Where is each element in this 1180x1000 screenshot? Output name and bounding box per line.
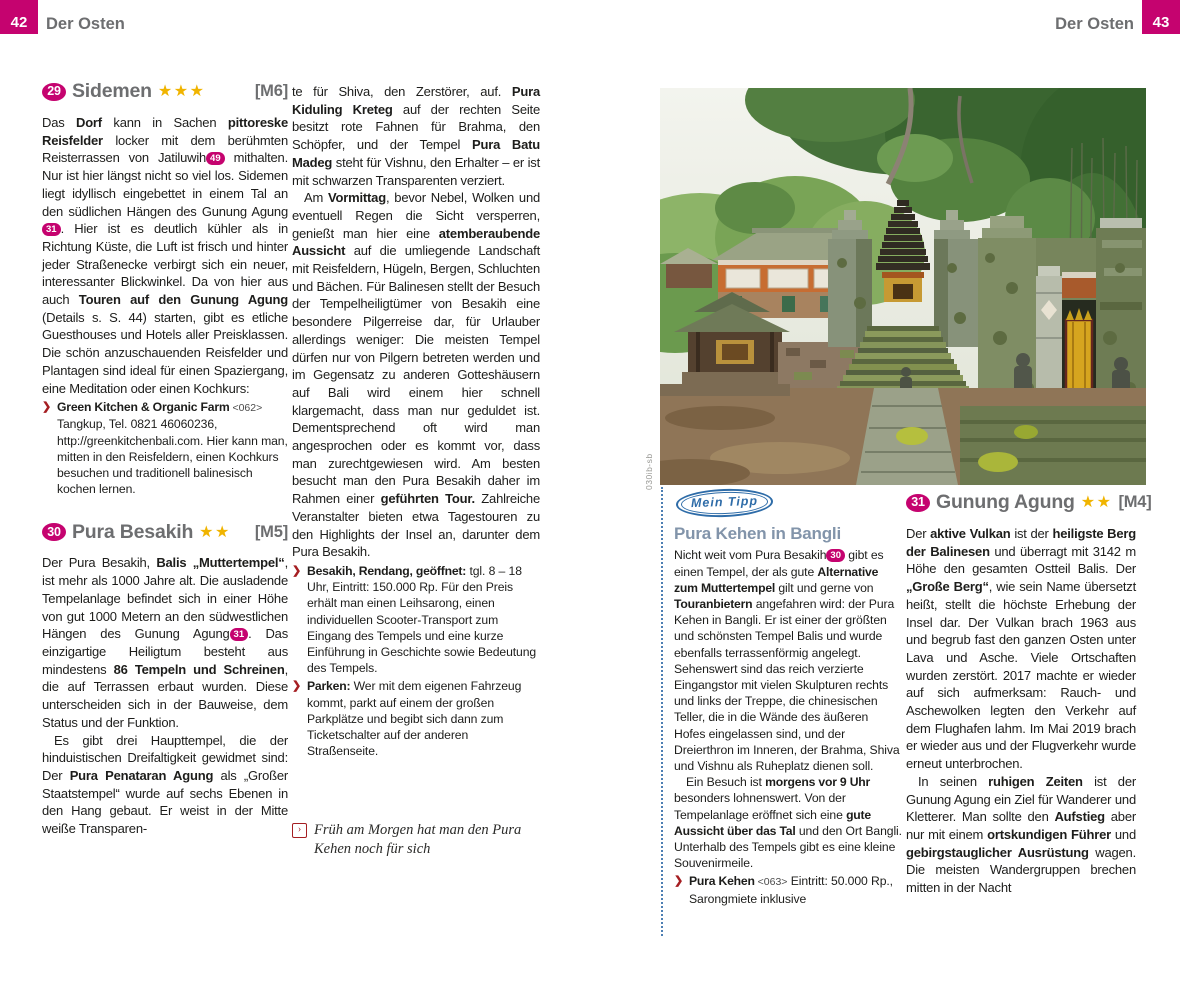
section-number-badge: 29 bbox=[42, 83, 66, 101]
section-ref-badge: 49 bbox=[206, 152, 225, 165]
paragraph: Es gibt drei Haupttempel, die der hinduistischen Dreifaltigkeit gewidmet sind: Der Pura Penataran Agung als „Großer Staatstempel“ wurde auf sechs Ebenen in den Hang gebaut. Er weist in der Mitte weiße Transparen- bbox=[42, 732, 288, 837]
info-bullet: ❯ Pura Kehen <063> Eintritt: 50.000 Rp., Sarongmiete inklusive bbox=[674, 874, 893, 906]
section-ref-badge: 31 bbox=[42, 223, 61, 236]
page-number-box-right bbox=[1142, 0, 1180, 34]
map-reference: [M5] bbox=[254, 522, 288, 541]
paragraph: In seinen ruhigen Zeiten ist der Gunung Agung ein Ziel für Wanderer und Kletterer. Man sollte den Aufstieg aber nur mit einem ortskundigen Führer und gebirgstauglicher Ausrüstung wagen. Die meisten Wandergruppen brechen mitten in der Nacht bbox=[906, 773, 1137, 896]
mein-tipp-badge bbox=[676, 487, 774, 518]
info-bullet: ❯ Besakih, Rendang, geöffnet: tgl. 8 – 18 Uhr, Eintritt: 150.000 Rp. Für den Preis erhält man einen Leihsarong, einen individuellen Scooter-Transport zum Eingang des Tempels und eine kurze Einführung in Geschichte sowie Bedeutung des Tempels. bbox=[292, 563, 537, 676]
page-number-right: 43 bbox=[1152, 14, 1170, 31]
rating-stars: ★★ bbox=[1080, 494, 1113, 512]
caption-text: Früh am Morgen hat man den Pura Kehen noch für sich bbox=[314, 822, 522, 858]
running-header-left: Der Osten bbox=[46, 15, 125, 33]
tip-box bbox=[674, 487, 902, 987]
paragraph: Das Dorf kann in Sachen pittoreske Reisfelder locker mit dem berühmten Reisterrassen von Jatiluwih 49 mithalten. Nur ist hier längst nicht so viel los. Sidemen liegt idyllisch eingebettet in einem Tal an den südlichen Hängen des Gunung Agung31 . Hier ist es deutlich kühler als in Richtung Küste, die Luft ist frisch und hinter jeder Straßenecke verbirgt sich ein neuer, interessanter Blickwinkel. Da von hier aus auch Touren auf den Gunung Agung (Details s. S. 44) starten, gibt es etliche Guesthouses und Hotels aller Preisklassen. Die schön anzuschauenden Reisfelder und Plantagen sind ideal für einen Spaziergang, eine Meditation oder einen Kochkurs: bbox=[42, 115, 288, 396]
bullet-arrow-icon: ❯ bbox=[292, 680, 302, 693]
paragraph: Nicht weit vom Pura Besakih 30 gibt es einen Tempel, der als gute Alternative zum Muttertempel gilt und gerne von Touranbietern angefahren wird: der Pura Kehen in Bangli. Er ist einer der größten und schönsten Tempel Balis und wurde ebenfalls terrassenförmig angelegt. Sehenswert sind das reich verzierte Eingangstor mit vielen Skulpturen rechts und links der Treppe, die chinesischen Teller, die in die Wände des äußeren Hofes eingelassen sind, und der Dreierthron im Inneren, der Brahma, Shiva und Vishnu als Ruheplatz dienen soll. bbox=[674, 548, 900, 774]
info-bullet: ❯ Green Kitchen & Organic Farm <062> Tangkup, Tel. 0821 46060236, http://greenkitchenbali.com. Hier kann man, mitten in den Reisfeldern, einen Kochkurs besuchen und traditionell balinesisch kochen lernen. bbox=[42, 400, 288, 497]
photo-caption bbox=[292, 821, 540, 859]
paragraph: Ein Besuch ist morgens vor 9 Uhr besonders lohnenswert. Von der Tempelanlage eröffnet sich eine gute Aussicht über das Tal und den Ort Bangli. Unterhalb des Tempels gibt es eine kleine Souvenirmeile. bbox=[674, 775, 902, 871]
rating-stars: ★★ bbox=[199, 523, 231, 541]
map-reference: [M4] bbox=[1118, 493, 1152, 512]
rating-stars: ★★★ bbox=[157, 83, 206, 101]
page-number-left: 42 bbox=[10, 14, 28, 31]
section-number-badge: 30 bbox=[42, 523, 66, 541]
temple-photo bbox=[660, 88, 1146, 485]
mein-tipp-label: Mein Tipp bbox=[681, 490, 769, 515]
section-title: Pura Besakih bbox=[72, 520, 194, 543]
section-title: Sidemen bbox=[72, 80, 152, 103]
photo-credit: 030ib-sb bbox=[644, 453, 654, 490]
map-reference: [M6] bbox=[254, 82, 288, 101]
caption-arrow-icon: › bbox=[292, 823, 307, 838]
section-heading bbox=[906, 491, 1152, 514]
tip-heading: Pura Kehen in Bangli bbox=[674, 523, 841, 543]
tip-body bbox=[674, 547, 902, 906]
paragraph: Der Pura Besakih, Balis „Muttertempel“, ist mehr als 1000 Jahre alt. Die ausladende Tempelanlage befindet sich in einer Höhe von gut 1000 Metern an den südwestlichen Hängen des Gunung Agung 31 . Das einzigartige Heiligtum besteht aus mindestens 86 Tempeln und Schreinen, die auf Terrassen erbaut wurden. Diese unterscheiden sich in der Bauweise, dem Status und der Funktion. bbox=[42, 555, 289, 730]
info-bullet: ❯ Parken: Wer mit dem eigenen Fahrzeug kommt, parkt auf einem der großen Parkplätze und begibt sich dann zum Ticketschalter auf der anderen Straßenseite. bbox=[292, 679, 522, 759]
section-heading bbox=[42, 80, 288, 103]
section-heading bbox=[42, 520, 288, 543]
left-page-column-1 bbox=[42, 80, 289, 983]
tip-dotted-border bbox=[661, 487, 663, 936]
section-title: Gunung Agung bbox=[936, 491, 1075, 514]
section-ref-badge: 30 bbox=[826, 549, 845, 562]
left-page-column-2 bbox=[292, 83, 540, 983]
right-page-column bbox=[906, 491, 1152, 984]
page-number-box-left bbox=[0, 0, 38, 34]
running-header-right: Der Osten bbox=[1055, 15, 1134, 33]
bullet-arrow-icon: ❯ bbox=[42, 401, 52, 414]
paragraph: Am Vormittag, bevor Nebel, Wolken und eventuell Regen die Sicht versperren, genießt man hier eine atemberaubende Aussicht auf die umliegende Landschaft mit Reisfeldern, Hügeln, Bergen, Schluchten und Bächen. Für Balinesen stellt der Besuch der Tempelheiligtümer von Besakih eine besondere Pilgerreise dar, für Urlauber allerdings weniger: Die meisten Tempel dürfen nur von Pilgern betreten werden und im Gegensatz zu anderen Gotteshäusern auf Bali wird einem hier schnell klargemacht, dass man nur geduldet ist. Dementsprechend oft wird man angesprochen oder es kommt vor, dass man zurechtgewiesen wird. Am besten besucht man den Pura Besakih daher im Rahmen einer geführten Tour. Zahlreiche Veranstalter bieten etwa Tagestouren zu den Highlights der Insel an, darunter dem Pura Besakih. bbox=[292, 190, 541, 560]
section-number-badge: 31 bbox=[906, 494, 930, 512]
paragraph: te für Shiva, den Zerstörer, auf. Pura Kiduling Kreteg auf der rechten Seite besitzt rote Fahnen für Brahma, den Schöpfer, und der Tempel Pura Batu Madeg steht für Vishnu, den Erhalter – er ist mit schwarzen Transparenten verziert. bbox=[292, 84, 540, 188]
paragraph: Der aktive Vulkan ist der heiligste Berg der Balinesen und überragt mit 3142 m Höhe den gesamten Ostteil Balis. Der „Große Berg“, wie sein Name übersetzt heißt, stellt die höchste Erhebung der Insel dar. Der Vulkan brach 1963 aus und begrub fast den ganzen Osten unter Lava und Asche. Viele Ortschaften wurden zerstört. 2017 machte er wieder auf sich aufmerksam: Rauch- und Aschewolken legten den Verkehr auf dem Flughafen lahm. Im Mai 2019 brach er wieder aus und der Flugverkehr wurde erneut unterbrochen. bbox=[906, 526, 1137, 772]
section-ref-badge: 31 bbox=[230, 628, 249, 641]
bullet-arrow-icon: ❯ bbox=[292, 564, 302, 577]
bullet-arrow-icon: ❯ bbox=[674, 875, 684, 888]
